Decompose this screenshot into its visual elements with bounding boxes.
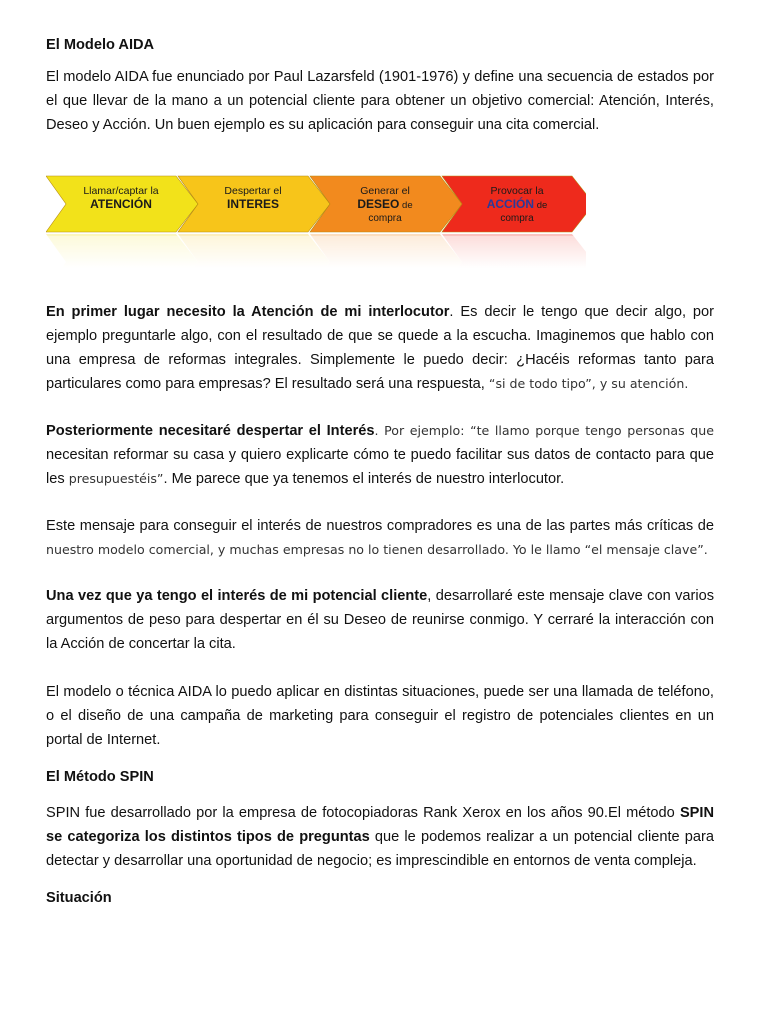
aida-step-atencion [46, 176, 198, 232]
aida-step-line1: Provocar la [490, 185, 544, 197]
mensaje-clave-quote: nuestro modelo comercial, y muchas empresas no lo tienen desarrollado. Yo le llamo “el mensaje clave”. [46, 542, 708, 557]
spin-body-start: SPIN fue desarrollado por la empresa de fotocopiadoras Rank Xerox en los años 90.El método [46, 805, 680, 821]
interes-lead: Posteriormente necesitaré despertar el Interés [46, 423, 375, 439]
aida-step-line3: compra [500, 213, 534, 224]
aida-step-keyword: ATENCIÓN [90, 197, 152, 211]
aida-step-accion [442, 176, 586, 232]
aida-intro-paragraph: El modelo AIDA fue enunciado por Paul Lazarsfeld (1901-1976) y define una secuencia de estados por el que llevar de la mano a un potencial cliente para obtener un objetivo comercial: Atención, Interés, Deseo y Acción. Un buen ejemplo es su aplicación para conseguir una cita comercial. [46, 69, 714, 133]
interes-quote-start: . Por ejemplo: “te llamo porque tengo personas que [374, 423, 714, 438]
mensaje-clave-body: Este mensaje para conseguir el interés de nuestros compradores es una de las partes más críticas de [46, 518, 714, 534]
spin-paragraph [46, 801, 714, 873]
atencion-lead: En primer lugar necesito la Atención de mi interlocutor [46, 304, 450, 320]
mensaje-clave-paragraph [46, 514, 714, 562]
atencion-quote: “si de todo tipo”, y su atención. [488, 376, 689, 391]
aida-step-keyword: ACCIÓN de [486, 197, 548, 211]
spin-heading: El Método SPIN [46, 769, 154, 785]
interes-body: necesitan reformar su casa y quiero explicarte cómo te puedo facilitar sus datos de contacto para que les [46, 447, 714, 487]
deseo-lead: Una vez que ya tengo el interés de mi potencial cliente [46, 588, 428, 604]
deseo-accion-paragraph [46, 584, 714, 656]
interes-paragraph [46, 419, 714, 491]
aida-step-interes [178, 176, 330, 232]
aida-diagram-svg [46, 172, 586, 268]
aida-step-deseo [310, 176, 462, 232]
situacion-heading: Situación [46, 890, 112, 906]
atencion-paragraph [46, 300, 714, 396]
aplicaciones-paragraph: El modelo o técnica AIDA lo puedo aplicar en distintas situaciones, puede ser una llamada de teléfono, o el diseño de una campaña de marketing para conseguir el registro de potenciales clientes en un portal de Internet. [46, 684, 714, 748]
aida-step-line1: Generar el [360, 185, 410, 197]
aida-step-keyword: INTERES [226, 197, 280, 211]
interes-closing: . Me parece que ya tenemos el interés de nuestro interlocutor. [163, 471, 565, 487]
deseo-body: , desarrollaré este mensaje clave con varios argumentos de peso para despertar en él su Deseo de reunirse conmigo. Y cerraré la interacción con la Acción de concertar la cita. [46, 588, 714, 652]
aida-step-keyword: DESEO de [357, 197, 413, 211]
aida-step-line3: compra [368, 213, 402, 224]
spin-body-end: que le podemos realizar a un potencial cliente para detectar y desarrollar una oportunidad de negocio; es imprescindible en entornos de venta compleja. [46, 829, 714, 869]
spin-bold-phrase: SPIN se categoriza los distintos tipos de preguntas [46, 805, 714, 845]
aida-diagram [46, 172, 586, 268]
interes-quote-end: presupuestéis” [68, 471, 164, 486]
aida-heading: El Modelo AIDA [46, 37, 155, 53]
aida-step-line1: Llamar/captar la [83, 185, 159, 197]
atencion-body: . Es decir le tengo que decir algo, por ejemplo preguntarle algo, con el resultado de que se quede a la escucha. Imaginemos que hablo con una empresa de reformas integrales. Simplemente le puedo decir: ¿Hacéis reformas tanto para particulares como para empresas? El resultado será una respuesta, [46, 304, 714, 392]
aida-step-line1: Despertar el [224, 185, 282, 197]
